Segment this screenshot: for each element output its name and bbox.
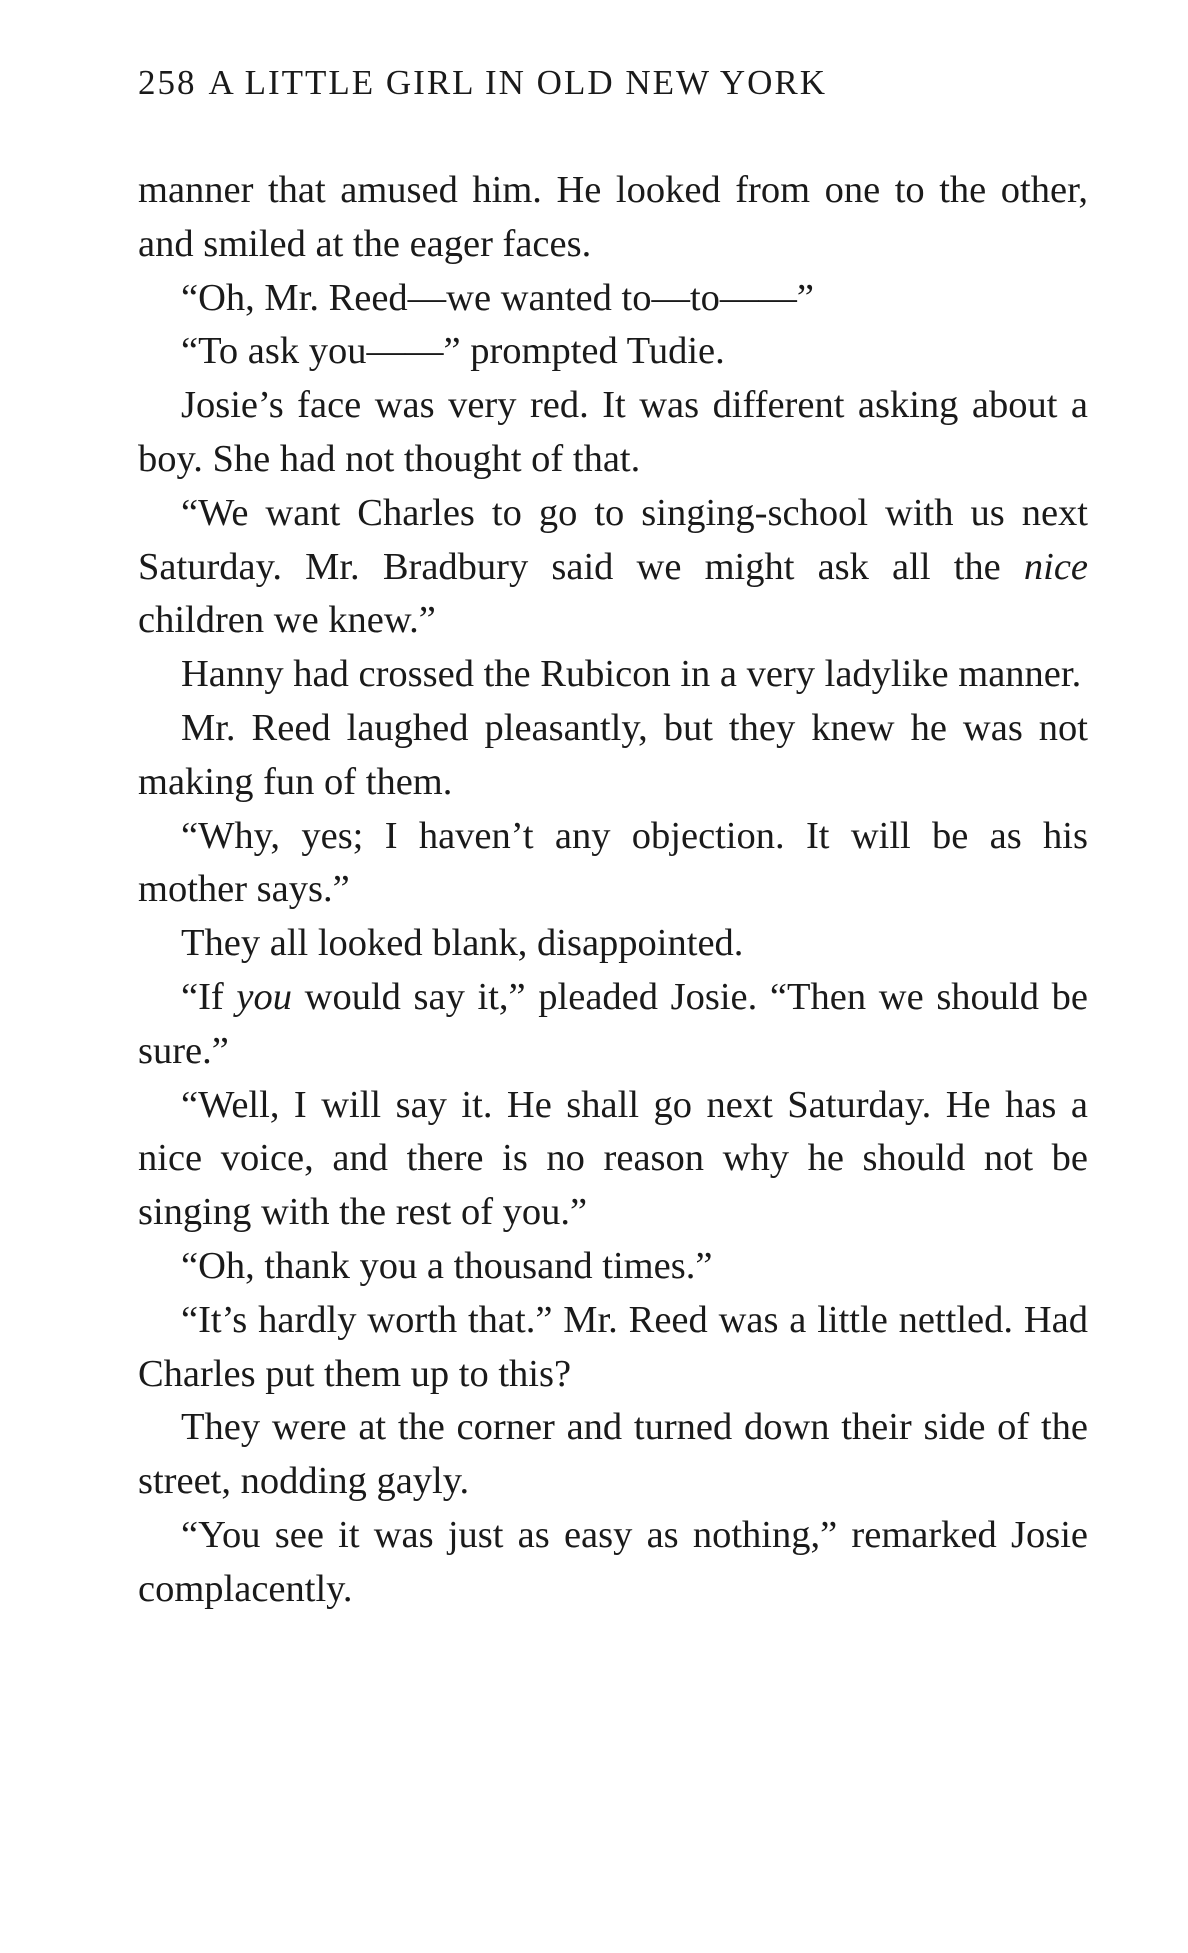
running-head <box>138 58 1088 108</box>
paragraph: “Why, yes; I haven’t any objection. It will be as his mother says.” <box>138 814 1088 911</box>
paragraph: “To ask you——” prompted Tudie. <box>181 330 725 373</box>
paragraph <box>138 487 1088 648</box>
paragraph <box>138 971 1088 1079</box>
page-number: 258 <box>138 63 197 102</box>
paragraph-text: children we knew.” <box>138 599 436 642</box>
paragraph: Josie’s face was very red. It was different asking about a boy. She had not thought of that. <box>138 384 1088 480</box>
paragraph: They were at the corner and turned down their side of the street, nodding gayly. <box>138 1406 1088 1503</box>
paragraph: They all looked blank, disappointed. <box>181 922 744 965</box>
paragraph: “Oh, Mr. Reed—we wanted to—to——” <box>181 276 814 319</box>
paragraph: manner that amused him. He looked from one to the other, and smiled at the eager faces. <box>138 169 1088 265</box>
paragraph: Mr. Reed laughed pleasantly, but they knew he was not making fun of them. <box>138 706 1088 803</box>
paragraph-text: would say it,” pleaded Josie. “Then we should be sure.” <box>138 975 1088 1072</box>
paragraph-text: “We want Charles to go to singing-school with us next Saturday. Mr. Bradbury said we might ask all the <box>138 491 1088 588</box>
book-page <box>138 58 1088 1617</box>
paragraph: “It’s hardly worth that.” Mr. Reed was a little nettled. Had Charles put them up to this? <box>138 1298 1088 1395</box>
paragraph: “You see it was just as easy as nothing,” remarked Josie complacently. <box>138 1513 1088 1610</box>
paragraph-text: “If <box>181 975 237 1018</box>
paragraph: “Well, I will say it. He shall go next Saturday. He has a nice voice, and there is no reason why he should not be singing with the rest of you.” <box>138 1083 1088 1234</box>
emphasis-text: you <box>236 975 292 1018</box>
running-title: A LITTLE GIRL IN OLD NEW YORK <box>208 63 828 102</box>
paragraph: Hanny had crossed the Rubicon in a very ladylike manner. <box>181 653 1082 696</box>
paragraph: “Oh, thank you a thousand times.” <box>181 1244 713 1287</box>
emphasis-text: nice <box>1023 545 1088 588</box>
body-text <box>138 164 1088 1617</box>
